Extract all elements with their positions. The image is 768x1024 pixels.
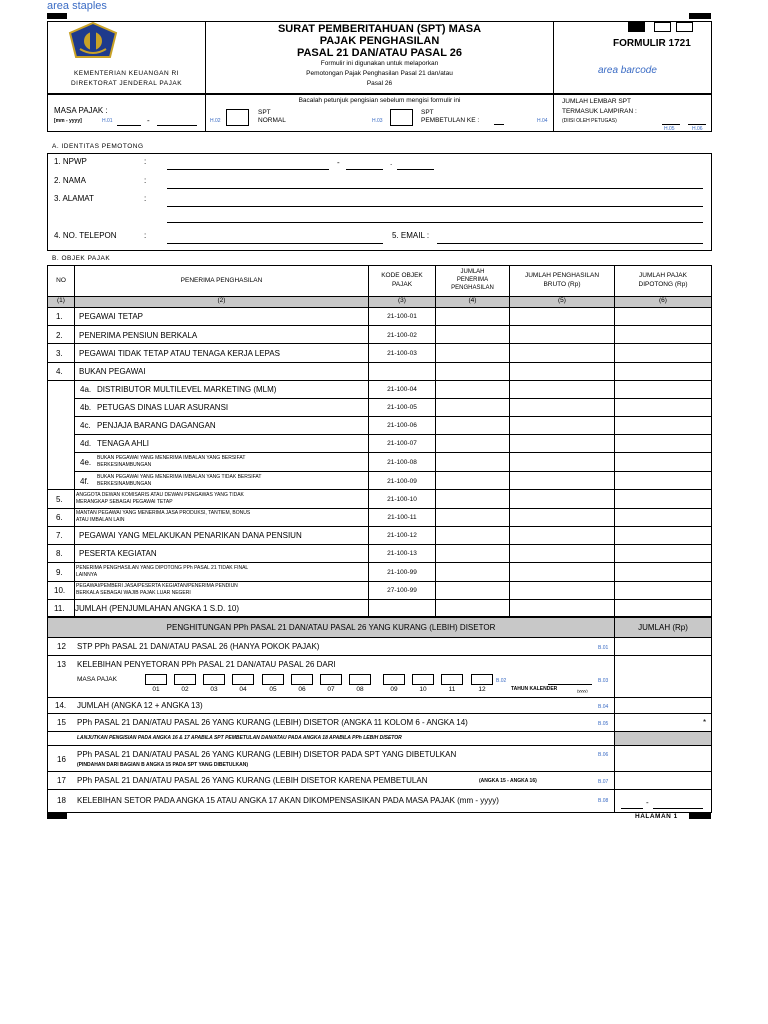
month-box-01[interactable] xyxy=(145,674,167,685)
corner-marker xyxy=(47,813,67,819)
nama-label: 2. NAMA xyxy=(54,176,87,185)
email-input[interactable] xyxy=(437,243,703,244)
spt-normal-checkbox[interactable] xyxy=(226,109,249,126)
row-label: DISTRIBUTOR MULTILEVEL MARKETING (MLM) xyxy=(97,385,277,394)
masa-month-input[interactable] xyxy=(117,125,141,126)
form-title-2: PAJAK PENGHASILAN xyxy=(319,35,440,47)
masa-year-input[interactable] xyxy=(157,125,197,126)
npwp-input-2[interactable] xyxy=(346,169,383,170)
corner-marker xyxy=(689,13,711,19)
pembetulan-ke-input[interactable] xyxy=(494,124,504,125)
marker-box xyxy=(654,22,671,32)
row-label: BUKAN PEGAWAI YANG MENERIMA IMBALAN YANG BERSIFAT xyxy=(97,455,246,461)
month-box-03[interactable] xyxy=(203,674,225,685)
form-subtitle-3: Pasal 26 xyxy=(366,80,393,87)
row-label: PENERIMA PENSIUN BERKALA xyxy=(79,331,198,340)
row-label: MANTAN PEGAWAI YANG MENERIMA JASA PRODUKSI, TANTIEM, BONUS xyxy=(76,510,251,516)
month-box-10[interactable] xyxy=(412,674,434,685)
month-box-05[interactable] xyxy=(262,674,284,685)
telepon-input[interactable] xyxy=(167,243,383,244)
col-header-kode: KODE OBJEK xyxy=(381,272,423,279)
row-label: BUKAN PEGAWAI YANG MENERIMA IMBALAN YANG TIDAK BERSIFAT xyxy=(97,474,262,480)
row-label: PEGAWAI/PEMBERI JASA/PESERTA KEGIATAN/PENERIMA PENDIUN xyxy=(76,583,238,589)
spt-pembetulan-checkbox[interactable] xyxy=(390,109,413,126)
page-number: HALAMAN 1 xyxy=(635,813,678,820)
ministry-name: KEMENTERIAN KEUANGAN RI xyxy=(73,70,180,77)
ministry-logo xyxy=(66,21,120,61)
month-box-02[interactable] xyxy=(174,674,196,685)
month-box-07[interactable] xyxy=(320,674,342,685)
tahun-kalender-input[interactable] xyxy=(548,684,592,685)
nama-input[interactable] xyxy=(167,188,703,189)
email-label: 5. EMAIL : xyxy=(392,231,430,240)
line-12-label: STP PPh PASAL 21 DAN/ATAU PASAL 26 (HANYA POKOK PAJAK) xyxy=(77,642,320,651)
line-17-label: PPh PASAL 21 DAN/ATAU PASAL 26 YANG KURANG (LEBIH DISETOR KARENA PEMBETULAN xyxy=(77,776,428,785)
identitas-box xyxy=(47,153,712,251)
masa-pajak-format: [mm - yyyy] xyxy=(54,118,82,124)
month-box-06[interactable] xyxy=(291,674,313,685)
month-box-04[interactable] xyxy=(232,674,254,685)
col-header-dipotong: JUMLAH PAJAK xyxy=(639,272,687,279)
spt-normal-label: NORMAL xyxy=(258,117,286,124)
month-box-12[interactable] xyxy=(471,674,493,685)
row-label: PENERIMA PENGHASILAN YANG DIPOTONG PPh PASAL 21 TIDAK FINAL xyxy=(76,565,249,571)
telepon-label: 4. NO. TELEPON xyxy=(54,231,117,240)
kompensasi-year-input[interactable] xyxy=(653,808,703,809)
col-header-no: NO xyxy=(56,277,66,284)
jumlah-lembar-label: JUMLAH LEMBAR SPT xyxy=(562,98,631,105)
row-label: PETUGAS DINAS LUAR ASURANSI xyxy=(97,403,229,412)
row-no: 1. xyxy=(56,312,63,321)
row-label: TENAGA AHLI xyxy=(97,439,150,448)
corner-marker xyxy=(689,813,711,819)
row-label: PEGAWAI TETAP xyxy=(79,312,144,321)
col-header-bruto: JUMLAH PENGHASILAN xyxy=(524,272,600,279)
marker-box xyxy=(676,22,693,32)
row-label: JUMLAH (PENJUMLAHAN ANGKA 1 S.D. 10) xyxy=(75,604,240,613)
line-18-label: KELEBIHAN SETOR PADA ANGKA 15 ATAU ANGKA 17 AKAN DIKOMPENSASIKAN PADA MASA PAJAK (mm - yyyy) xyxy=(77,796,499,805)
continuation-note: LANJUTKAN PENGISIAN PADA ANGKA 16 & 17 APABILA SPT PEMBETULAN DAN/ATAU PADA ANGKA 18 APABILA PPh LEBIH DISETOR xyxy=(77,735,402,741)
jumlah-lembar-input-2[interactable] xyxy=(688,124,706,125)
row-code: 21-100-01 xyxy=(387,313,417,320)
col-header-jumlah: JUMLAH xyxy=(460,269,485,275)
section-b-title: B. OBJEK PAJAK xyxy=(52,255,111,262)
row-label: PENJAJA BARANG DAGANGAN xyxy=(97,421,216,430)
row-label: ANGGOTA DEWAN KOMISARIS ATAU DEWAN PENGAWAS YANG TIDAK xyxy=(76,492,244,498)
tahun-kalender-label: TAHUN KALENDER xyxy=(511,686,558,692)
directorate-name: DIREKTORAT JENDERAL PAJAK xyxy=(70,80,183,87)
jumlah-header: JUMLAH (Rp) xyxy=(638,623,688,632)
jumlah-lembar-input-1[interactable] xyxy=(662,124,680,125)
row-label: BUKAN PEGAWAI xyxy=(79,367,146,376)
row-label: PEGAWAI YANG MELAKUKAN PENARIKAN DANA PENSIUN xyxy=(79,531,302,540)
line-15-label: PPh PASAL 21 DAN/ATAU PASAL 26 YANG KURANG (LEBIH) DISETOR (ANGKA 11 KOLOM 6 - ANGKA 14) xyxy=(77,718,468,727)
area-barcode-label: area barcode xyxy=(598,65,657,76)
form-title-3: PASAL 21 DAN/ATAU PASAL 26 xyxy=(296,47,463,59)
form-subtitle-2: Pemotongan Pajak Penghasilan Pasal 21 dan/atau xyxy=(306,70,453,77)
alamat-input-2[interactable] xyxy=(167,222,703,223)
alamat-label: 3. ALAMAT xyxy=(54,194,94,203)
instruction-text: Bacalah petunjuk pengisian sebelum mengisi formulir ini xyxy=(298,97,461,104)
month-box-09[interactable] xyxy=(383,674,405,685)
corner-marker xyxy=(47,13,67,19)
npwp-input-1[interactable] xyxy=(167,169,329,170)
marker-block xyxy=(628,22,645,32)
masa-pajak-label: MASA PAJAK : xyxy=(54,106,108,115)
npwp-input-3[interactable] xyxy=(397,169,434,170)
form-title: SURAT PEMBERITAHUAN (SPT) MASA xyxy=(277,23,482,35)
month-box-11[interactable] xyxy=(441,674,463,685)
npwp-label: 1. NPWP xyxy=(54,157,87,166)
line-16-label: PPh PASAL 21 DAN/ATAU PASAL 26 YANG KURANG (LEBIH) DISETOR PADA SPT YANG DIBETULKAN xyxy=(77,750,457,759)
area-staples-label: area staples xyxy=(47,0,107,12)
row-label: PESERTA KEGIATAN xyxy=(79,549,157,558)
month-box-08[interactable] xyxy=(349,674,371,685)
alamat-input-1[interactable] xyxy=(167,206,703,207)
line-13-label: KELEBIHAN PENYETORAN PPh PASAL 21 DAN/ATAU PASAL 26 DARI xyxy=(77,660,336,669)
form-subtitle: Formulir ini digunakan untuk melaporkan xyxy=(320,60,439,67)
row-label: PEGAWAI TIDAK TETAP ATAU TENAGA KERJA LEPAS xyxy=(79,349,280,358)
formulir-code: FORMULIR 1721 xyxy=(613,38,691,49)
section-a-title: A. IDENTITAS PEMOTONG xyxy=(52,143,144,150)
pembetulan-label: PEMBETULAN KE : xyxy=(421,117,480,124)
col-header-penerima: PENERIMA PENGHASILAN xyxy=(180,277,263,284)
kompensasi-month-input[interactable] xyxy=(621,808,643,809)
penghitungan-header: PENGHITUNGAN PPh PASAL 21 DAN/ATAU PASAL 26 YANG KURANG (LEBIH) DISETOR xyxy=(166,623,496,632)
line-14-label: JUMLAH (ANGKA 12 + ANGKA 13) xyxy=(77,701,203,710)
